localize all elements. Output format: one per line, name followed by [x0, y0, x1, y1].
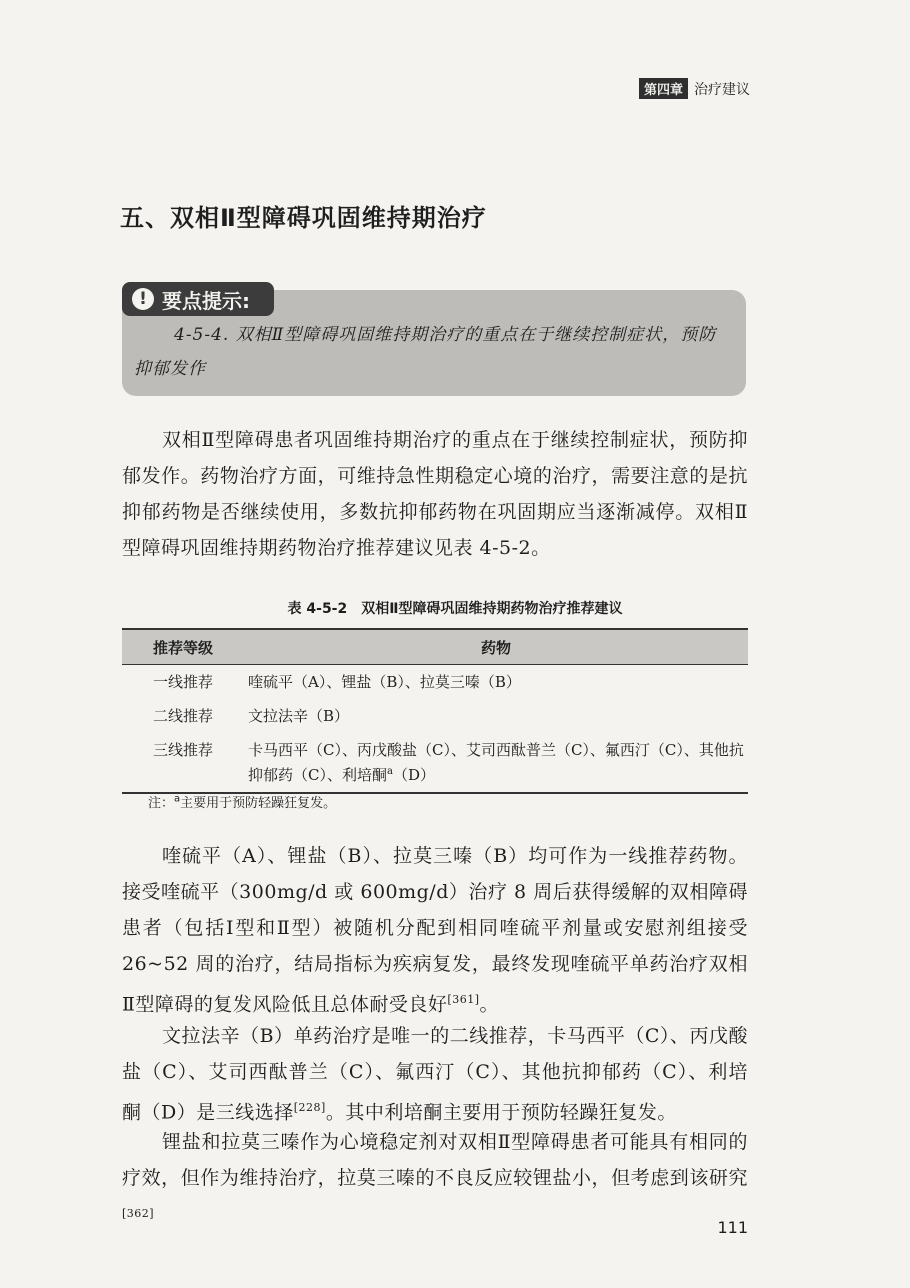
- table-note: [148, 792, 336, 811]
- note-text: 主要用于预防轻躁狂复发。: [180, 796, 337, 811]
- keypoint-label: [122, 282, 274, 316]
- paragraph-2-tail: 。: [479, 993, 500, 1016]
- table-cell-grade: 三线推荐: [122, 733, 244, 793]
- table-header-drugs: 药物: [244, 629, 748, 665]
- paragraph-2: [122, 838, 748, 1022]
- table-cell-grade: 一线推荐: [152, 673, 213, 691]
- chapter-tag: 第四章: [639, 78, 688, 99]
- paragraph-4-text: 锂盐和拉莫三嗪作为心境稳定剂对双相Ⅱ型障碍患者可能具有相同的疗效，但作为维持治疗，拉莫三嗪的不良反应较锂盐小，但考虑到该研究: [122, 1131, 748, 1189]
- drugs-text: 卡马西平（C）、丙戊酸盐（C）、艾司西酞普兰（C）、氟西汀（C）、其他抗抑郁药（C）、利培酮: [248, 741, 744, 784]
- paragraph-2-text: 喹硫平（A）、锂盐（B）、拉莫三嗪（B）均可作为一线推荐药物。接受喹硫平（300mg/d 或 600mg/d）治疗 8 周后获得缓解的双相障碍患者（包括Ⅰ型和Ⅱ型）被随机分配到相同喹硫平剂量或安慰剂组接受 26~52 周的治疗，结局指标为疾病复发，最终发现喹硫平单药治疗双相Ⅱ型障碍的复发风险低且总体耐受良好: [122, 845, 748, 1016]
- paragraph-4: [122, 1124, 748, 1236]
- footnote-marker: a: [386, 766, 393, 777]
- running-header: [639, 78, 750, 99]
- citation: [361]: [447, 993, 480, 1006]
- table-cell-drugs: [244, 733, 748, 793]
- drugs-tail: （D）: [392, 766, 435, 784]
- paragraph-1: 双相Ⅱ型障碍患者巩固维持期治疗的重点在于继续控制症状，预防抑郁发作。药物治疗方面，可维持急性期稳定心境的治疗，需要注意的是抗抑郁药物是否继续使用，多数抗抑郁药物在巩固期应当逐渐减停。双相Ⅱ型障碍巩固维持期药物治疗推荐建议见表 4-5-2。: [122, 429, 748, 559]
- note-prefix: 注：: [148, 796, 175, 811]
- table-header-row: [122, 629, 748, 665]
- paragraph-3-text: 文拉法辛（B）单药治疗是唯一的二线推荐，卡马西平（C）、丙戊酸盐（C）、艾司西酞普兰（C）、氟西汀（C）、其他抗抑郁药（C）、利培酮（D）是三线选择: [122, 1025, 748, 1124]
- citation: [228]: [293, 1101, 326, 1114]
- note-marker: a: [174, 793, 181, 805]
- table-caption: 表 4-5-2 双相Ⅱ型障碍巩固维持期药物治疗推荐建议: [287, 601, 623, 617]
- chapter-title: 治疗建议: [694, 81, 750, 98]
- page-number: 111: [717, 1218, 748, 1237]
- table-cell-drugs: 喹硫平（A）、锂盐（B）、拉莫三嗪（B）: [248, 673, 521, 691]
- recommendation-table: [122, 628, 748, 794]
- keypoint-text: 4-5-4. 双相Ⅱ型障碍巩固维持期治疗的重点在于继续控制症状，预防抑郁发作: [134, 325, 717, 379]
- paragraph-3-tail: 。其中利培酮主要用于预防轻躁狂复发。: [325, 1101, 677, 1124]
- table-cell-grade: 二线推荐: [152, 707, 213, 725]
- citation: [362]: [122, 1207, 155, 1220]
- section-title: 五、双相Ⅱ型障碍巩固维持期治疗: [120, 204, 487, 232]
- table-row: [122, 733, 748, 793]
- table-cell-drugs: 文拉法辛（B）: [248, 707, 350, 725]
- alert-icon: !: [132, 288, 154, 310]
- table-header-grade: 推荐等级: [122, 629, 244, 665]
- table-row: [122, 699, 748, 733]
- paragraph-3: [122, 1018, 748, 1130]
- table-row: [122, 665, 748, 700]
- keypoint-label-text: 要点提示:: [162, 288, 250, 313]
